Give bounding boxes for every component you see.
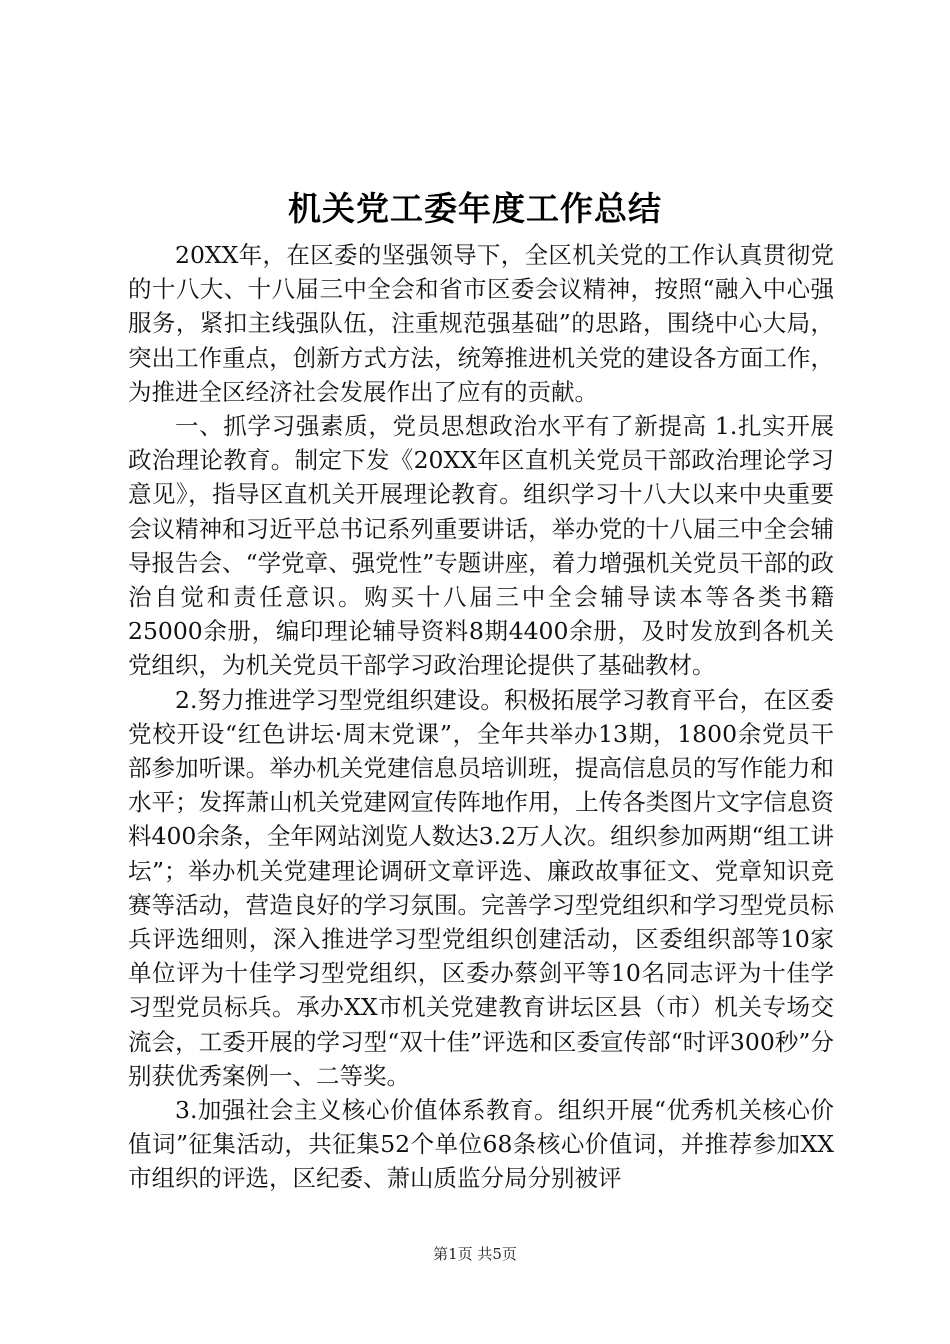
page-footer: 第1页 共5页 bbox=[433, 1245, 517, 1263]
paragraph-learning-organization: 2.努力推进学习型党组织建设。积极拓展学习教育平台，在区委党校开设“红色讲坛·周末党课”，全年共举办13期，1800余党员干部参加听课。举办机关党建信息员培训班，提高信息员的写作能力和水平；发挥萧山机关党建网宣传阵地作用，上传各类图片文字信息资料400余条，全年网站浏览人数达3.2万人次。组织参加两期“组工讲坛”；举办机关党建理论调研文章评选、廉政故事征文、党章知识竞赛等活动，营造良好的学习氛围。完善学习型党组织和学习型党员标兵评选细则，深入推进学习型党组织创建活动，区委组织部等10家单位评为十佳学习型党组织，区委办蔡剑平等10名同志评为十佳学习型党员标兵。承办XX市机关党建教育讲坛区县（市）机关专场交流会，工委开展的学习型“双十佳”评选和区委宣传部“时评300秒”分别获优秀案例一、二等奖。 bbox=[128, 685, 834, 1090]
paragraph-study-education: 一、抓学习强素质，党员思想政治水平有了新提高 1.扎实开展政治理论教育。制定下发《20XX年区直机关党员干部政治理论学习意见》，指导区直机关开展理论教育。组织学习十八大以来中央重要会议精神和习近平总书记系列重要讲话，举办党的十八届三中全会辅导报告会、“学党章、强党性”专题讲座，着力增强机关党员干部的政治自觉和责任意识。购买十八届三中全会辅导读本等各类书籍25000余册，编印理论辅导资料8期4400余册，及时发放到各机关党组织，为机关党员干部学习政治理论提供了基础教材。 bbox=[128, 412, 834, 680]
document-title: 机关党工委年度工作总结 bbox=[288, 189, 662, 228]
paragraph-intro: 20XX年，在区委的坚强领导下，全区机关党的工作认真贯彻党的十八大、十八届三中全会和省市区委会议精神，按照“融入中心强服务，紧扣主线强队伍，注重规范强基础”的思路，围绕中心大局，突出工作重点，创新方式方法，统筹推进机关党的建设各方面工作，为推进全区经济社会发展作出了应有的贡献。 bbox=[128, 241, 834, 406]
paragraph-core-values: 3.加强社会主义核心价值体系教育。组织开展“优秀机关核心价值词”征集活动，共征集52个单位68条核心价值词，并推荐参加XX市组织的评选，区纪委、萧山质监分局分别被评 bbox=[128, 1096, 834, 1193]
document-body bbox=[128, 238, 834, 1196]
